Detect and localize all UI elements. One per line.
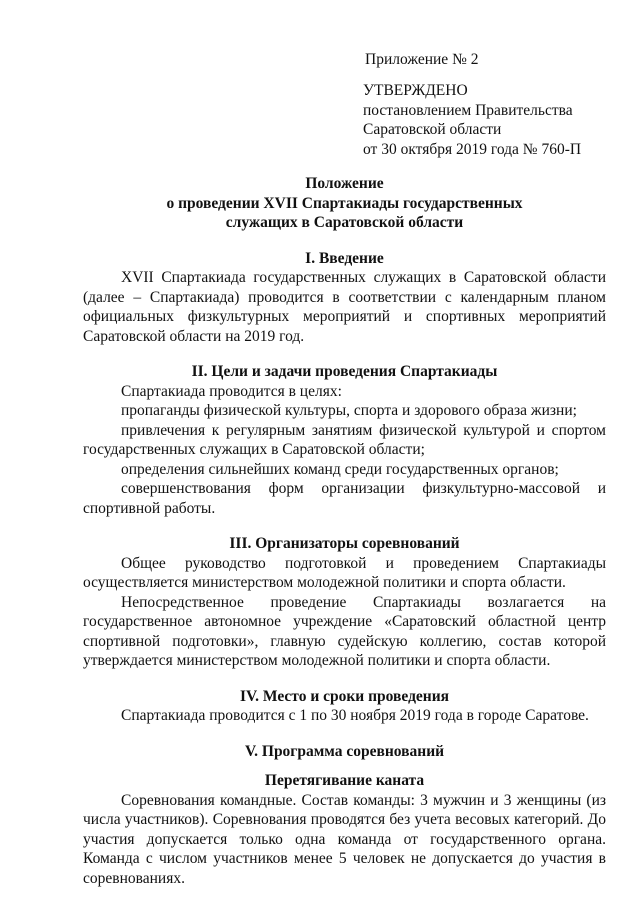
section-heading-3: III. Организаторы соревнований (229, 535, 460, 552)
section-2-item-2: привлечения к регулярным занятиям физической культурой и спортом государственных служащих в Саратовской области; (83, 421, 606, 458)
section-3-paragraph-2: Непосредственное проведение Спартакиады возлагается на государственное автономное учреждение «Саратовский областной центр спортивной подготовки», главную судейскую коллегию, состав которой утверждается министерством молодежной политики и спорта области. (83, 593, 606, 669)
annex-label: Приложение № 2 (365, 51, 479, 68)
section-5-paragraph: Соревнования командные. Состав команды: 3 мужчин и 3 женщины (из числа участников). Соревнования проводятся без учета весовых категорий. До участия допускается только одна команда от государственного органа. Команда с числом участников менее 5 человек не допускается до участия в соревнованиях. (83, 791, 606, 887)
document-body (83, 174, 606, 888)
section-5-subheading: Перетягивание каната (264, 772, 425, 789)
document-title (83, 174, 606, 233)
section-1-paragraph: XVII Спартакиада государственных служащих в Саратовской области (далее – Спартакиада) проводится в соответствии с календарным планом официальных физкультурных мероприятий и спортивных мероприятий Саратовской области на 2019 год. (83, 269, 606, 345)
section-heading-1: I. Введение (305, 249, 384, 267)
section-4-paragraph: Спартакиада проводится с 1 по 30 ноября 2019 года в городе Саратове. (121, 707, 589, 724)
title-line-2: о проведении XVII Спартакиады государственных (166, 194, 523, 212)
section-heading-4: IV. Место и сроки проведения (239, 687, 450, 705)
title-line-3: служащих в Саратовской области (225, 214, 464, 231)
section-2-item-1: пропаганды физической культуры, спорта и здорового образа жизни; (121, 402, 577, 419)
approval-stamp (363, 81, 581, 159)
section-3-paragraph-1: Общее руководство подготовкой и проведением Спартакиады осуществляется министерством молодежной политики и спорта области. (83, 554, 606, 591)
section-heading-2: II. Цели и задачи проведения Спартакиады (191, 363, 498, 380)
section-2-intro: Спартакиада проводится в целях: (121, 382, 342, 400)
approved-line-2: Саратовской области (363, 121, 502, 138)
title-line-1: Положение (305, 175, 384, 192)
approved-title: УТВЕРЖДЕНО (363, 82, 468, 99)
section-2-item-3: определения сильнейших команд среди государственных органов; (121, 460, 559, 478)
section-2-item-4: совершенствования форм организации физкультурно-массовой и спортивной работы. (83, 480, 606, 517)
approved-line-1: постановлением Правительства (363, 101, 573, 119)
approved-line-3: от 30 октября 2019 года № 760-П (363, 140, 582, 158)
section-heading-5: V. Программа соревнований (244, 742, 445, 760)
